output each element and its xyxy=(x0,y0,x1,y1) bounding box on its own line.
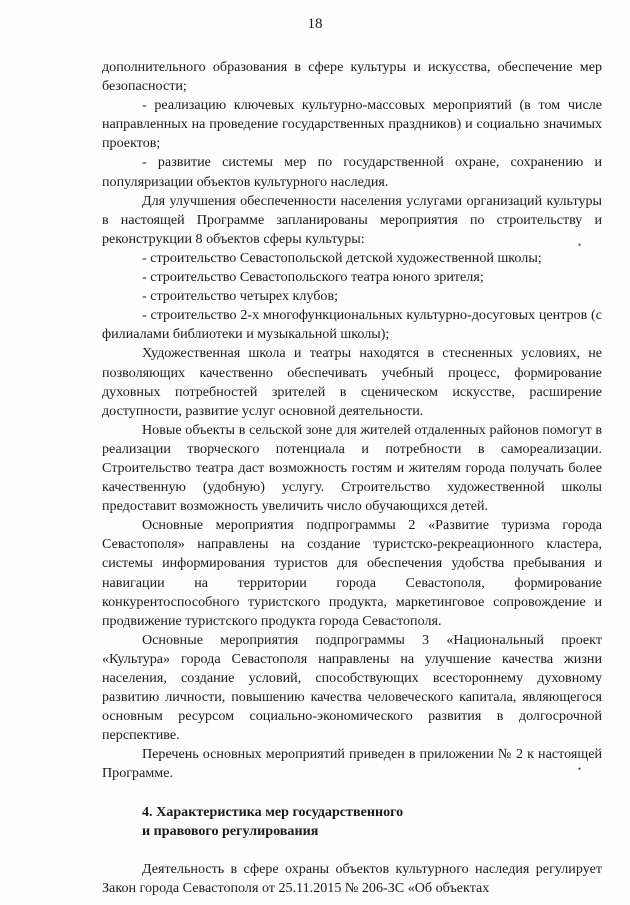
paragraph-8: - строительство 2-х многофункциональных культурно-досуговых центров (с филиалами библиотеки и музыкальной школы); xyxy=(102,307,602,343)
paragraph-13: Перечень основных мероприятий приведен в приложении № 2 к настоящей Программе. xyxy=(102,746,602,782)
paragraph-1: дополнительного образования в сфере культуры и искусства, обеспечение мер безопасности; xyxy=(102,59,602,95)
paragraph-10: Новые объекты в сельской зоне для жителей отдаленных районов помогут в реализации творческого потенциала и потребности в самореализации. Строительство театра даст возможность гостям и жителям города получать более качественную (удобную) услугу. Строительство художественной школы предоставит возможность увеличить число обучающихся детей. xyxy=(102,421,602,515)
scan-mark: • xyxy=(578,240,582,250)
paragraph-11: Основные мероприятия подпрограммы 2 «Развитие туризма города Севастополя» направлены на создание туристско-рекреационного кластера, системы информирования туристов для обеспечения удобства пребывания и навигации на территории города Севастополя, формирование конкурентоспособного туристского продукта, маркетинговое сопровождение и продвижение туристского продукта города Севастополя. xyxy=(102,517,602,629)
paragraph-4: Для улучшения обеспеченности населения услугами организаций культуры в настоящей Программе запланированы мероприятия по строительству и реконструкции 8 объектов сферы культуры: xyxy=(102,192,602,247)
paragraph-6: - строительство Севастопольского театра юного зрителя; xyxy=(142,269,484,286)
paragraph-5: - строительство Севастопольской детской художественной школы; xyxy=(142,249,542,266)
paragraph-9: Художественная школа и театры находятся в стесненных условиях, не позволяющих качественно обеспечивать учебный процесс, формирование духовных потребностей зрителей в сценическом искусстве, расширение доступности, развитие услуг основной деятельности. xyxy=(102,345,602,419)
paragraph-3: - развитие системы мер по государственной охране, сохранению и популяризации объектов культурного наследия. xyxy=(102,154,602,190)
section-heading-line-2: и правового регулирования xyxy=(142,822,319,839)
scan-mark: • xyxy=(578,764,582,774)
paragraph-2: - реализацию ключевых культурно-массовых мероприятий (в том числе направленных на проведение государственных праздников) и социально значимых проектов; xyxy=(102,97,602,152)
paragraph-7: - строительство четырех клубов; xyxy=(142,288,339,305)
paragraph-12: Основные мероприятия подпрограммы 3 «Национальный проект «Культура» города Севастополя направлены на улучшение качества жизни населения, создание условий, способствующих всестороннему духовному развитию личности, повышению качества человеческого капитала, являющегося основным ресурсом социально-экономического развития в долгосрочной перспективе. xyxy=(102,631,602,744)
document-body xyxy=(102,58,602,898)
section-spacer xyxy=(102,784,602,803)
closing-paragraph: Деятельность в сфере охраны объектов культурного наследия регулирует Закон города Севастополя от 25.11.2015 № 206-ЗС «Об объектах xyxy=(102,860,602,896)
page-number: 18 xyxy=(307,16,323,32)
section-heading-line-1: 4. Характеристика мер государственного xyxy=(142,803,404,820)
section-spacer-2 xyxy=(102,841,602,860)
